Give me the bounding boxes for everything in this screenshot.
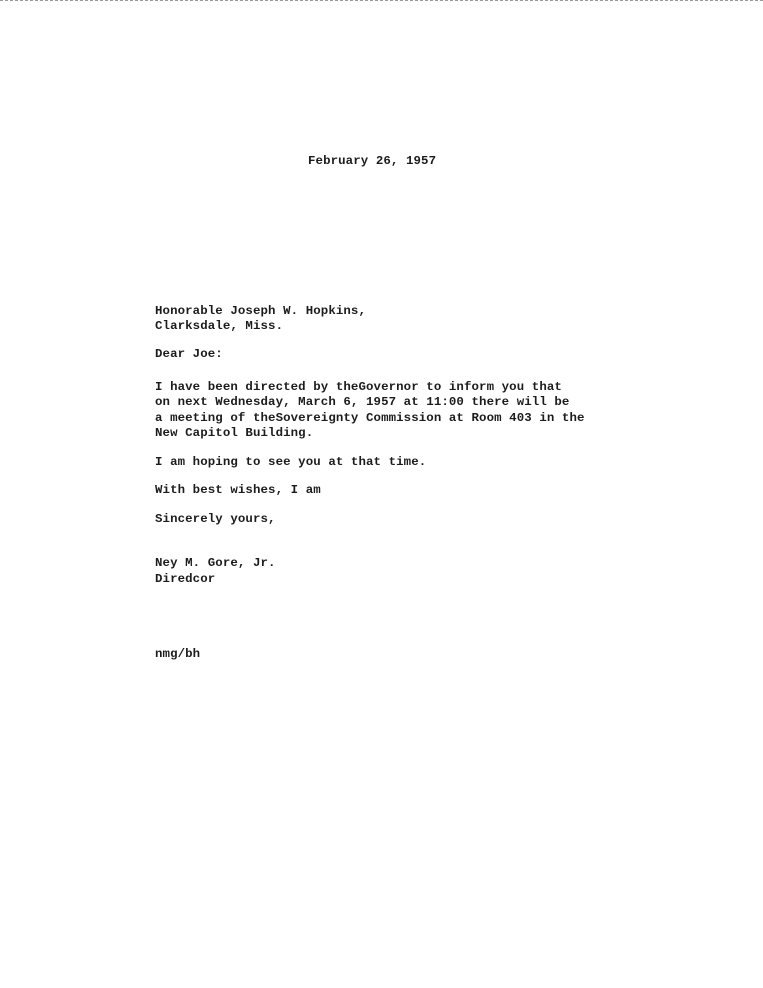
salutation: Dear Joe: [155, 347, 223, 361]
letter-date: February 26, 1957 [308, 154, 437, 168]
body-paragraph-wishes: With best wishes, I am [155, 483, 321, 497]
addressee-name: Honorable Joseph W. Hopkins, [155, 304, 366, 318]
addressee-location: Clarksdale, Miss. [155, 319, 284, 333]
complimentary-closing: Sincerely yours, [155, 512, 276, 526]
body-paragraph-hoping: I am hoping to see you at that time. [155, 455, 427, 469]
body-line: New Capitol Building. [155, 426, 314, 440]
body-line: I have been directed by theGovernor to inform you that [155, 380, 562, 394]
signer-title: Diredcor [155, 572, 216, 586]
body-line: on next Wednesday, March 6, 1957 at 11:00 there will be [155, 395, 570, 409]
body-line: a meeting of theSovereignty Commission at Room 403 in the [155, 411, 585, 425]
reference-initials: nmg/bh [155, 647, 201, 661]
signer-name: Ney M. Gore, Jr. [155, 556, 276, 570]
